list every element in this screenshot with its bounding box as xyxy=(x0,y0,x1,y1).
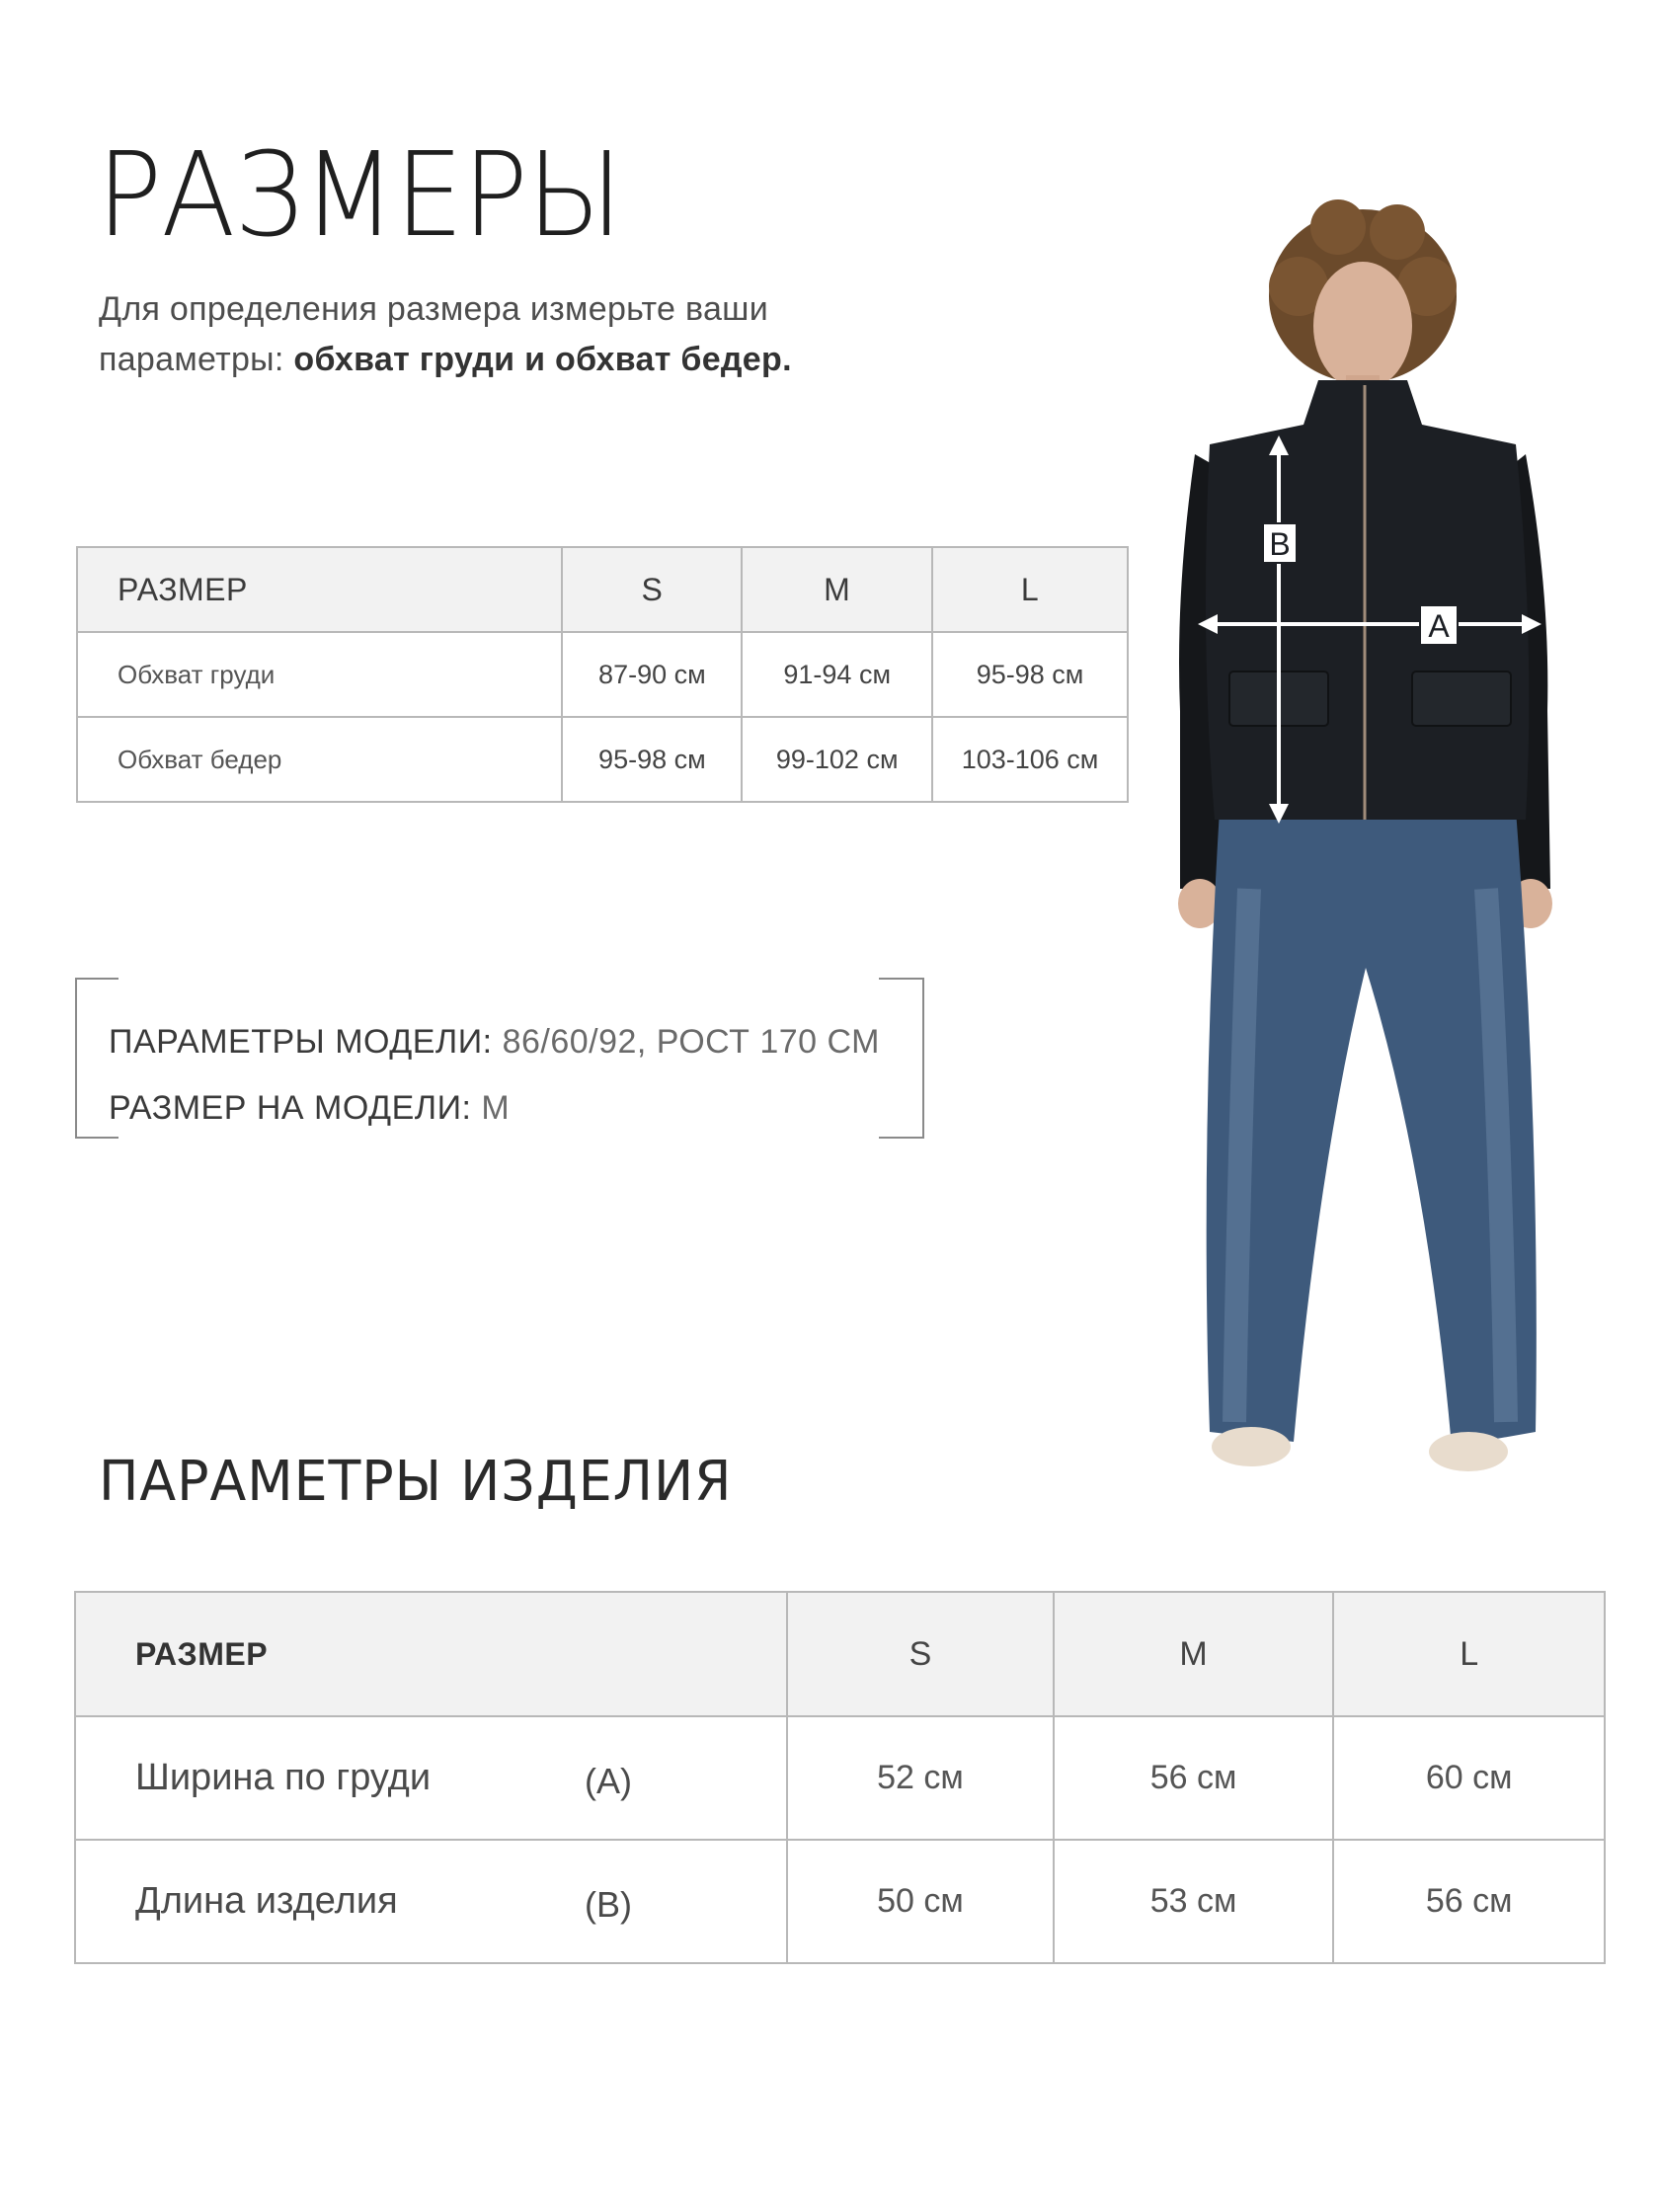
cell-s: 50 см xyxy=(787,1840,1054,1963)
cell-l: 60 см xyxy=(1333,1716,1605,1840)
right-shoe xyxy=(1429,1432,1508,1471)
intro-line-1: Для определения размера измерьте ваши xyxy=(99,290,769,328)
right-pocket xyxy=(1412,672,1511,726)
header-l: L xyxy=(1333,1592,1605,1716)
row-code: (B) xyxy=(585,1884,632,1925)
vest xyxy=(1206,380,1529,820)
header-m: M xyxy=(742,547,932,632)
left-shoe xyxy=(1212,1427,1291,1466)
row-label-text: Длина изделия xyxy=(135,1880,398,1922)
intro-bold: обхват груди и обхват бедер. xyxy=(293,341,792,378)
row-label: Обхват бедер xyxy=(77,717,562,802)
table-row xyxy=(75,1716,1605,1840)
header-s: S xyxy=(562,547,742,632)
table-header-row xyxy=(77,547,1128,632)
intro-plain: параметры: xyxy=(99,341,294,378)
row-code: (A) xyxy=(585,1761,632,1801)
table-row xyxy=(75,1840,1605,1963)
table-row xyxy=(77,632,1128,717)
label-a: A xyxy=(1428,608,1450,644)
cell-m: 56 см xyxy=(1054,1716,1334,1840)
cell-m: 91-94 см xyxy=(742,632,932,717)
model-params-key: ПАРАМЕТРЫ МОДЕЛИ: xyxy=(109,1023,493,1061)
product-params-title: ПАРАМЕТРЫ ИЗДЕЛИЯ xyxy=(99,1450,733,1514)
header-s: S xyxy=(787,1592,1054,1716)
header-size: РАЗМЕР xyxy=(75,1592,787,1716)
intro-text xyxy=(99,284,968,385)
model-size-key: РАЗМЕР НА МОДЕЛИ: xyxy=(109,1089,472,1127)
cell-m: 99-102 см xyxy=(742,717,932,802)
cell-l: 95-98 см xyxy=(932,632,1128,717)
header-m: M xyxy=(1054,1592,1334,1716)
row-label: Обхват груди xyxy=(77,632,562,717)
body-size-table xyxy=(76,546,1129,803)
model-params xyxy=(109,1009,880,1142)
model-params-line xyxy=(109,1009,880,1075)
face xyxy=(1313,262,1412,390)
table-row xyxy=(77,717,1128,802)
header-size: РАЗМЕР xyxy=(77,547,562,632)
model-size-value: M xyxy=(481,1089,511,1127)
model-photo xyxy=(1170,198,1565,1521)
intro-line-2 xyxy=(99,335,968,385)
header-l: L xyxy=(932,547,1128,632)
cell-s: 95-98 см xyxy=(562,717,742,802)
cell-m: 53 см xyxy=(1054,1840,1334,1963)
cell-s: 87-90 см xyxy=(562,632,742,717)
row-label xyxy=(75,1716,787,1840)
product-size-table xyxy=(74,1591,1606,1964)
model-params-value: 86/60/92, РОСТ 170 СМ xyxy=(502,1023,880,1061)
table-header-row xyxy=(75,1592,1605,1716)
page-title: РАЗМЕРЫ xyxy=(97,126,622,263)
cell-l: 56 см xyxy=(1333,1840,1605,1963)
model-size-line xyxy=(109,1075,880,1142)
row-label-text: Ширина по груди xyxy=(135,1757,432,1798)
cell-l: 103-106 см xyxy=(932,717,1128,802)
cell-s: 52 см xyxy=(787,1716,1054,1840)
label-b: B xyxy=(1269,526,1291,562)
row-label xyxy=(75,1840,787,1963)
